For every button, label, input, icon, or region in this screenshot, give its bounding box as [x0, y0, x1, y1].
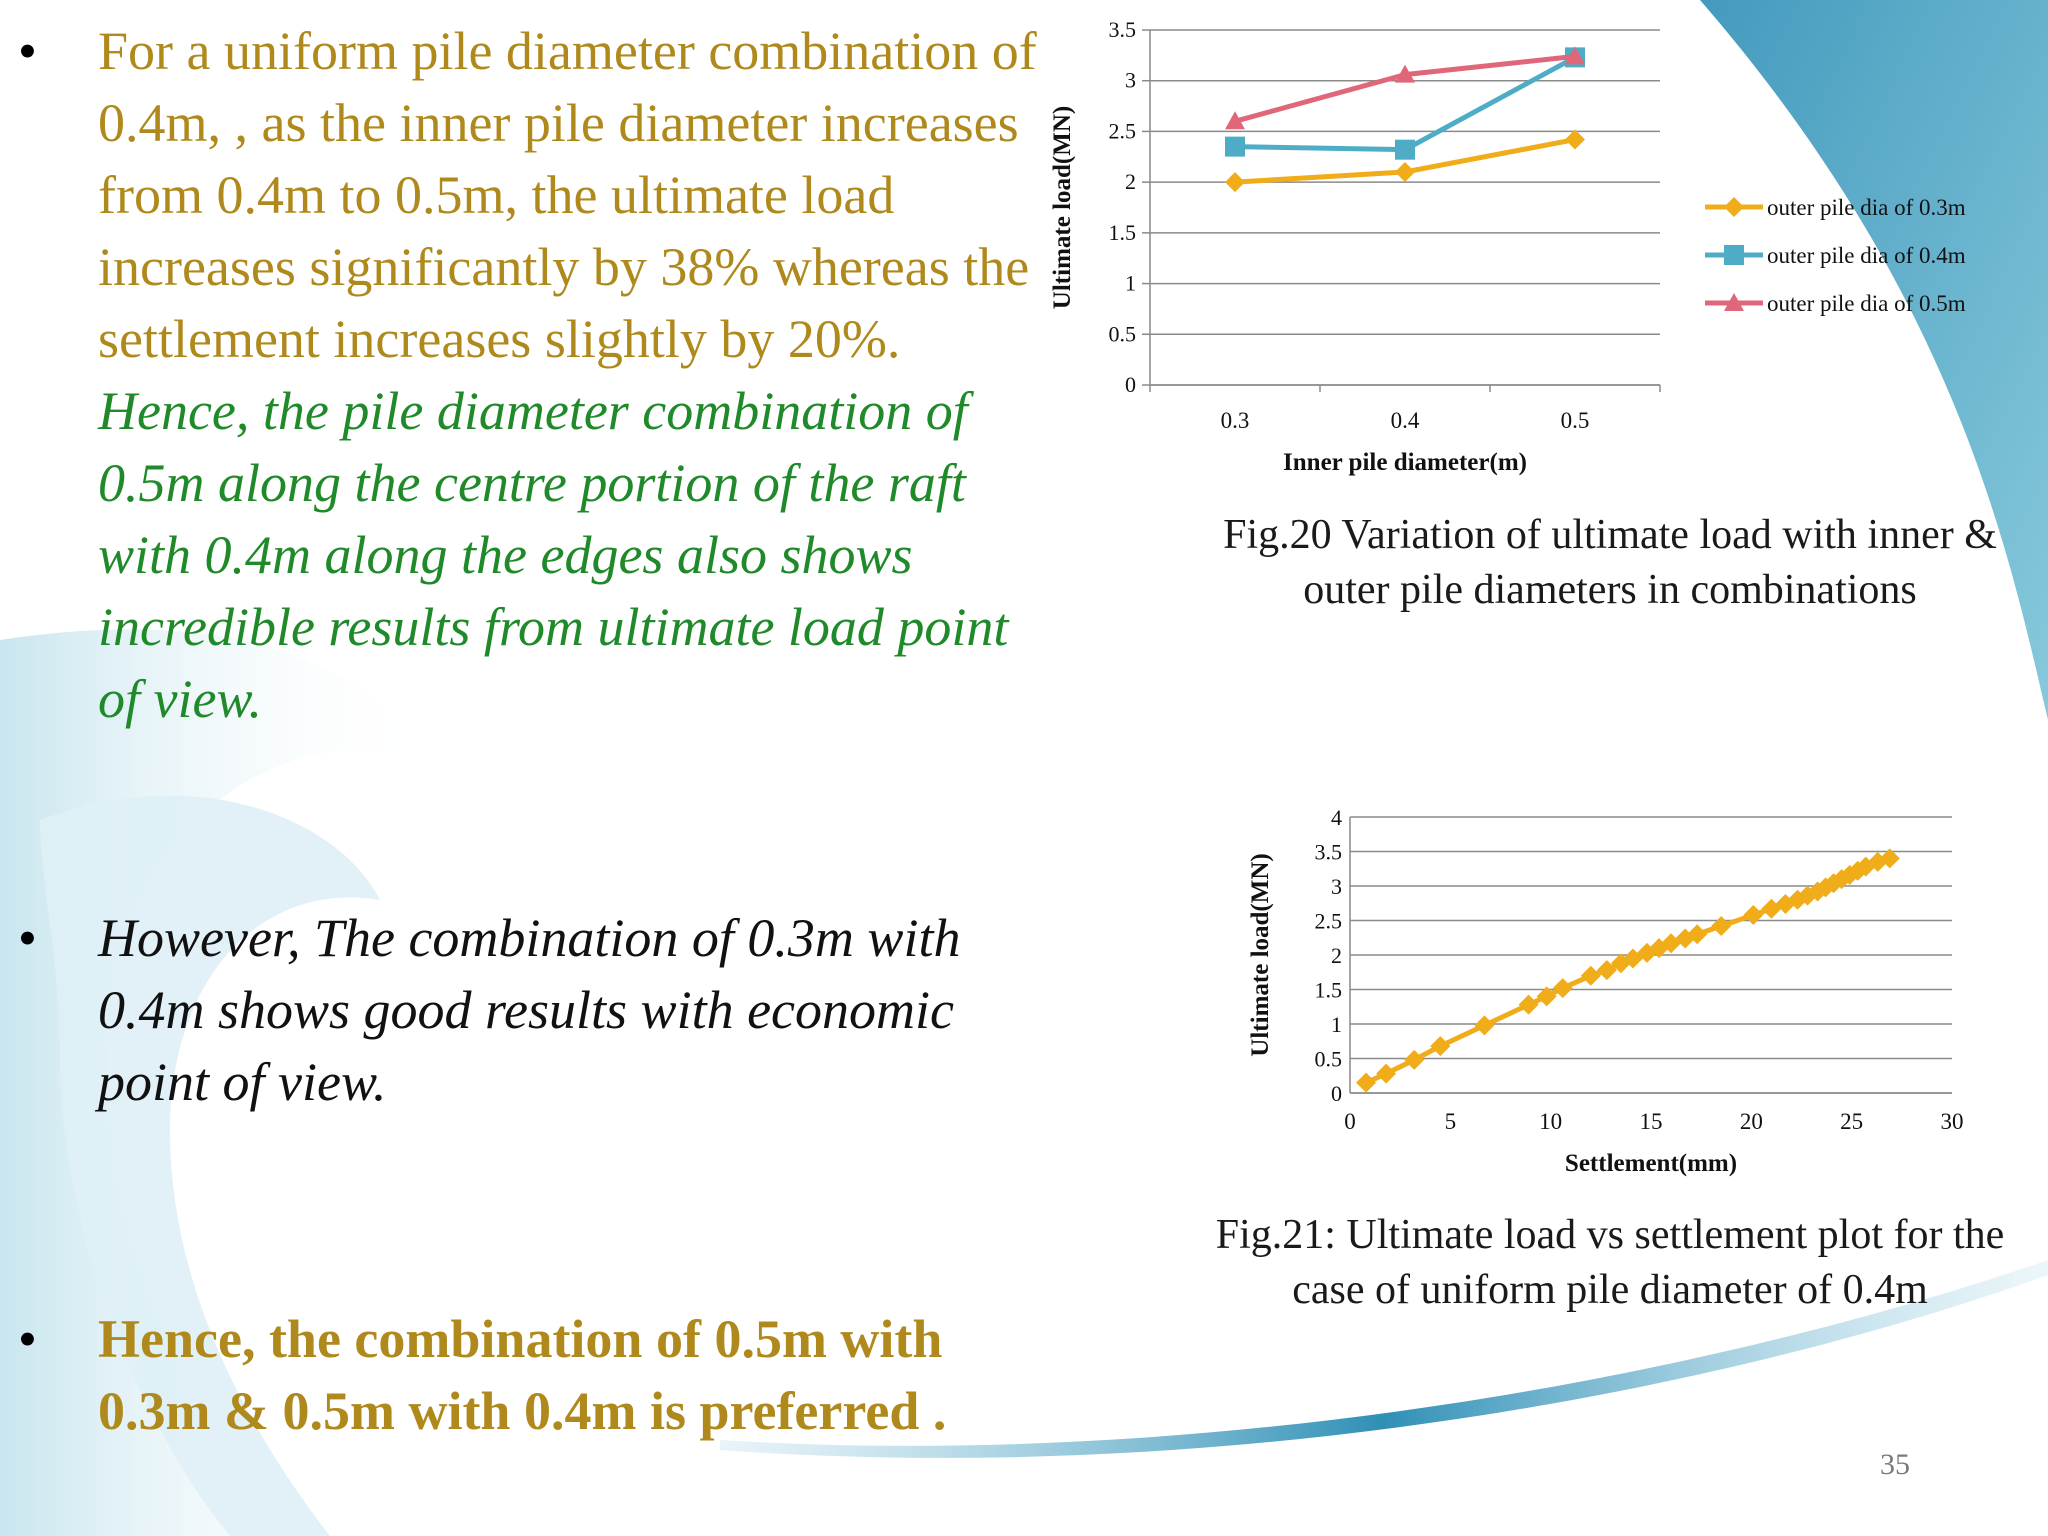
y-tick-label: 0.5: [1108, 321, 1136, 347]
x-tick-label: 0.5: [1560, 408, 1590, 433]
chart-fig21: [1240, 795, 1980, 1195]
data-point: [1711, 916, 1731, 936]
fig21-caption: Fig.21: Ultimate load vs settlement plot for the case of uniform pile diameter of 0.4m: [1215, 1212, 2005, 1313]
data-point: [1404, 1050, 1424, 1070]
bullet-3-marker: •: [18, 1309, 37, 1369]
y-tick-label: 0: [1125, 372, 1136, 397]
fig20-caption: Fig.20 Variation of ultimate load with inner & outer pile diameters in combinations: [1223, 512, 1997, 613]
x-axis-title: Inner pile diameter(m): [1283, 449, 1527, 476]
x-tick-label: 0.4: [1390, 408, 1420, 433]
legend-marker: [1724, 245, 1744, 265]
y-tick-label: 1.5: [1314, 977, 1342, 1003]
bullet-2-text: However, The combination of 0.3m with 0.4m shows good results with economic point of view.: [98, 908, 961, 1112]
bullet-3-text: Hence, the combination of 0.5m with 0.3m & 0.5m with 0.4m is preferred .: [98, 1309, 947, 1441]
legend-marker: [1724, 197, 1744, 217]
x-tick-label: 15: [1639, 1109, 1663, 1134]
y-axis-title: Ultimate load(MN): [1049, 105, 1076, 310]
legend-label: outer pile dia of 0.4m: [1767, 243, 1966, 268]
bullet-3: [0, 1303, 1060, 1447]
data-point: [1225, 172, 1245, 192]
bullet-1-normal-text: For a uniform pile diameter combination of 0.4m, , as the inner pile diameter increases from 0.4m to 0.5m, the ultimate load increases significantly by 38% whereas the settlement increases slightly by 20%.: [98, 21, 1037, 369]
bullet-1-emphasis-text: Hence, the pile diameter combination of 0.5m along the centre portion of the raft with 0.4m along the edges also shows incredible results from ultimate load point of view.: [98, 381, 1009, 729]
y-tick-label: 3: [1125, 67, 1136, 93]
data-point: [1356, 1073, 1376, 1093]
data-point: [1395, 162, 1415, 182]
legend-label: outer pile dia of 0.5m: [1767, 291, 1966, 316]
x-tick-label: 25: [1840, 1109, 1864, 1134]
y-tick-label: 1: [1125, 270, 1136, 296]
x-tick-label: 20: [1739, 1109, 1763, 1134]
y-axis-title: Ultimate load(MN): [1247, 853, 1274, 1057]
y-tick-label: 0: [1331, 1081, 1342, 1106]
y-tick-label: 3: [1331, 874, 1342, 899]
y-tick-label: 3.5: [1314, 839, 1342, 865]
y-tick-label: 3.5: [1108, 17, 1136, 42]
data-point: [1225, 137, 1245, 157]
data-point: [1565, 130, 1585, 150]
data-point: [1376, 1064, 1396, 1084]
y-tick-label: 1: [1331, 1012, 1342, 1037]
y-tick-label: 2.5: [1314, 908, 1342, 934]
x-tick-label: 10: [1539, 1109, 1563, 1134]
x-axis-title: Settlement(mm): [1564, 1150, 1738, 1177]
bullet-1-text: [98, 15, 1060, 735]
x-tick-label: 5: [1444, 1109, 1457, 1134]
page-number: 35: [1880, 1448, 1910, 1481]
data-point: [1581, 966, 1601, 986]
bullet-2-marker: •: [18, 908, 37, 968]
data-point: [1474, 1015, 1494, 1035]
data-point: [1430, 1036, 1450, 1056]
bullet-2: [0, 902, 1060, 1118]
bullet-1: [0, 15, 1060, 735]
y-tick-label: 0.5: [1314, 1046, 1342, 1072]
data-point: [1395, 140, 1415, 160]
y-tick-label: 2: [1331, 943, 1342, 968]
legend-label: outer pile dia of 0.3m: [1767, 195, 1966, 220]
data-point: [1553, 978, 1573, 998]
y-tick-label: 2.5: [1108, 118, 1136, 144]
data-point: [1519, 995, 1539, 1015]
x-tick-label: 0: [1344, 1109, 1356, 1134]
y-tick-label: 1.5: [1108, 219, 1136, 245]
bullet-1-marker: •: [18, 21, 37, 81]
chart-fig20: [1040, 10, 2040, 480]
y-tick-label: 2: [1125, 169, 1136, 195]
x-tick-label: 0.3: [1220, 408, 1250, 433]
x-tick-label: 30: [1940, 1109, 1964, 1134]
y-tick-label: 4: [1331, 805, 1342, 830]
data-point: [1743, 905, 1763, 925]
